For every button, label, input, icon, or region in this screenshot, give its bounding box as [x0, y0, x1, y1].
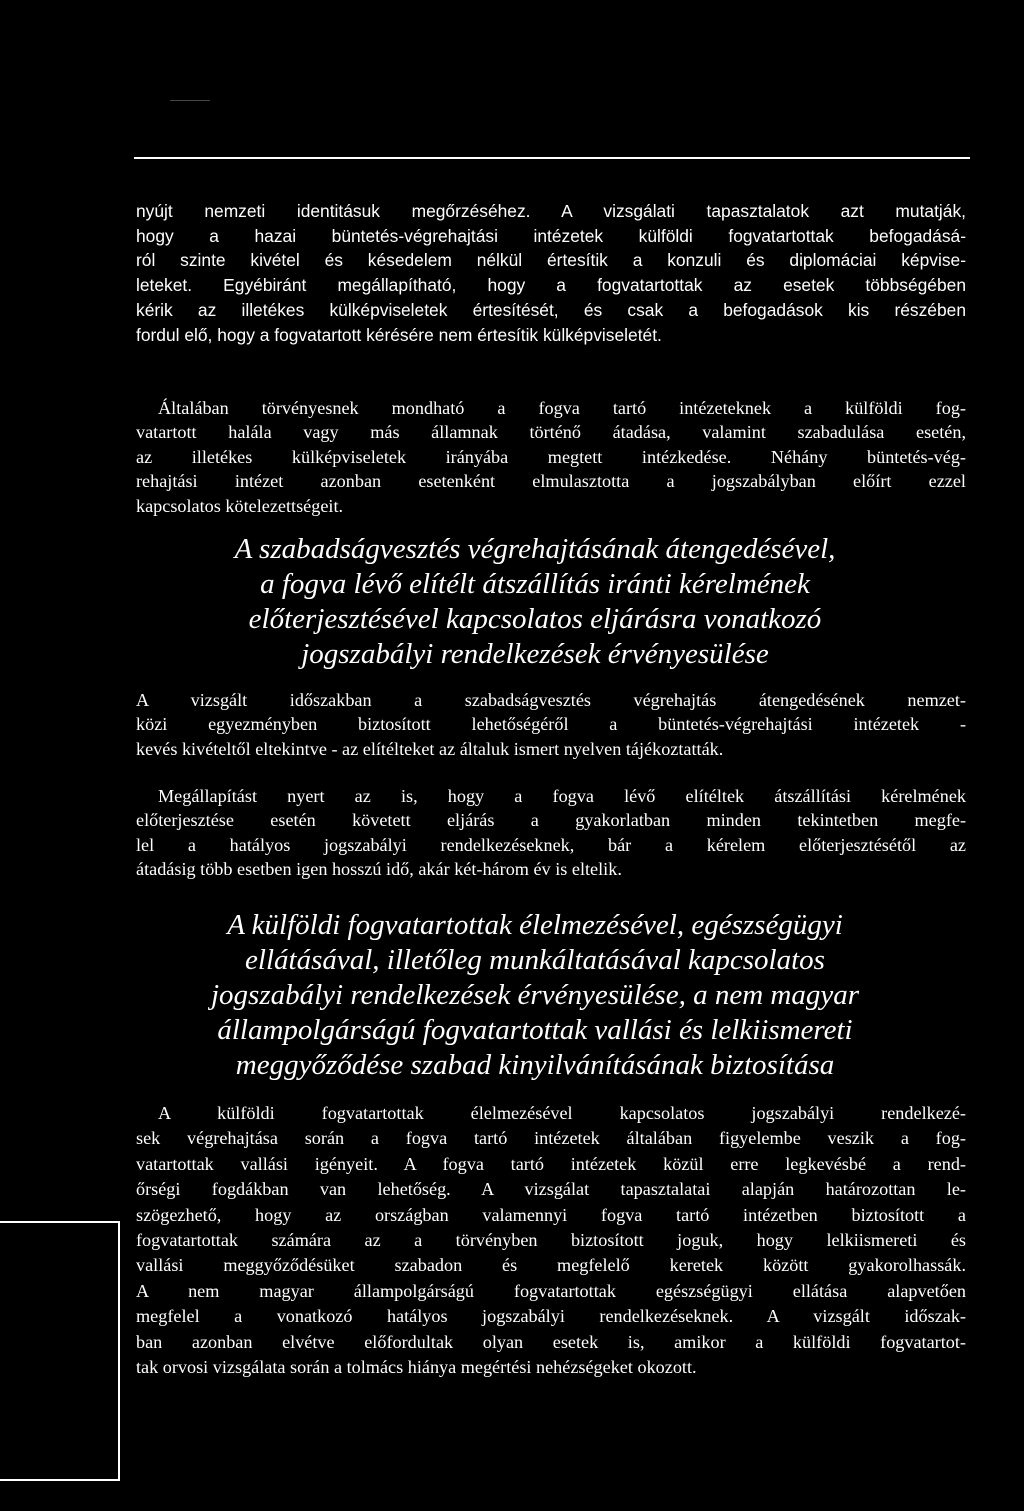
paragraph-5	[136, 1101, 966, 1380]
text-line: nyújt nemzeti identitásuk megőrzéséhez. A vizsgálati tapasztalatok azt mutatják,	[136, 201, 966, 221]
text-line: Megállapítást nyert az is, hogy a fogva lévő elítéltek átszállítási kérelmének	[158, 786, 966, 806]
text-line: átadásig több esetben igen hosszú idő, akár két-három év is eltelik.	[136, 859, 622, 880]
scan-artifact	[170, 100, 210, 101]
heading-line: jogszabályi rendelkezések érvényesülése, a nem magyar	[211, 979, 859, 1011]
section-heading-1	[150, 532, 920, 672]
text-line: fordul elő, hogy a fogvatartott kérésére nem értesítik külképviseletét.	[136, 324, 662, 345]
margin-box	[0, 1221, 120, 1481]
text-line: az illetékes külképviseletek irányába megtett intézkedése. Néhány büntetés-vég-	[136, 446, 966, 467]
text-line: előterjesztése esetén követett eljárás a gyakorlatban minden tekintetben megfe-	[136, 810, 966, 831]
text-line: lel a hatályos jogszabályi rendelkezéseknek, bár a kérelem előterjesztésétől az	[136, 834, 966, 855]
text-line: kérik az illetékes külképviseletek értesítését, és csak a befogadások kis részében	[136, 299, 966, 320]
heading-line: jogszabályi rendelkezések érvényesülése	[301, 638, 769, 670]
text-line: fogvatartottak számára az a törvényben biztosított joguk, hogy lelkiismereti és	[136, 1230, 966, 1251]
text-line: közi egyezményben biztosított lehetőségéről a büntetés-végrehajtási intézetek -	[136, 714, 966, 735]
text-line: őrségi fogdákban van lehetőség. A vizsgálat tapasztalatai alapján határozottan le-	[136, 1179, 966, 1200]
text-line: ról szinte kivétel és késedelem nélkül értesítik a konzuli és diplomáciai képvise-	[136, 250, 966, 271]
text-line: ban azonban elvétve előfordultak olyan esetek is, amikor a külföldi fogvatartot-	[136, 1331, 966, 1352]
text-line: A nem magyar állampolgárságú fogvatartottak egészségügyi ellátása alapvetően	[136, 1280, 966, 1301]
heading-line: meggyőződése szabad kinyilvánításának biztosítása	[235, 1049, 835, 1081]
text-line: tak orvosi vizsgálata során a tolmács hiánya megértési nehézségeket okozott.	[136, 1357, 697, 1378]
text-line: hogy a hazai büntetés-végrehajtási intézetek külföldi fogvatartottak befogadásá-	[136, 225, 966, 246]
header-rule	[134, 157, 970, 159]
heading-line: előterjesztésével kapcsolatos eljárásra vonatkozó	[248, 603, 822, 635]
heading-line: állampolgárságú fogvatartottak vallási és lelkiismereti	[217, 1014, 853, 1046]
text-line: kevés kivételtől eltekintve - az elítélteket az általuk ismert nyelven tájékoztatták.	[136, 738, 724, 759]
text-line: sek végrehajtása során a fogva tartó intézetek általában figyelembe veszik a fog-	[136, 1128, 966, 1149]
heading-line: A szabadságvesztés végrehajtásának átengedésével,	[234, 533, 836, 565]
paragraph-1	[136, 199, 966, 347]
text-line: rehajtási intézet azonban esetenként elmulasztotta a jogszabályban előírt ezzel	[136, 471, 966, 492]
heading-line: a fogva lévő elítélt átszállítás iránti kérelmének	[260, 568, 810, 600]
text-line: kapcsolatos kötelezettségeit.	[136, 495, 344, 516]
heading-line: A külföldi fogvatartottak élelmezésével, egészségügyi	[227, 909, 843, 941]
heading-line: ellátásával, illetőleg munkáltatásával kapcsolatos	[245, 944, 825, 976]
paragraph-4	[136, 784, 966, 882]
text-line: vallási meggyőződésüket szabadon és megfelelő keretek között gyakorolhassák.	[136, 1255, 966, 1276]
text-line: A vizsgált időszakban a szabadságvesztés végrehajtás átengedésének nemzet-	[136, 690, 966, 710]
text-line: A külföldi fogvatartottak élelmezésével kapcsolatos jogszabályi rendelkezé-	[158, 1103, 966, 1123]
text-line: leteket. Egyébiránt megállapítható, hogy a fogvatartottak az esetek többségében	[136, 275, 966, 296]
paragraph-2	[136, 396, 966, 518]
text-line: megfelel a vonatkozó hatályos jogszabályi rendelkezéseknek. A vizsgált időszak-	[136, 1306, 966, 1327]
text-line: szögezhető, hogy az országban valamennyi fogva tartó intézetben biztosított a	[136, 1204, 966, 1225]
text-line: vatartottak vallási igényeit. A fogva tartó intézetek közül erre legkevésbé a rend-	[136, 1153, 966, 1174]
text-line: Általában törvényesnek mondható a fogva tartó intézeteknek a külföldi fog-	[158, 398, 966, 418]
text-line: vatartott halála vagy más államnak történő átadása, valamint szabadulása esetén,	[136, 422, 966, 443]
section-heading-2	[150, 908, 920, 1083]
paragraph-3	[136, 688, 966, 761]
